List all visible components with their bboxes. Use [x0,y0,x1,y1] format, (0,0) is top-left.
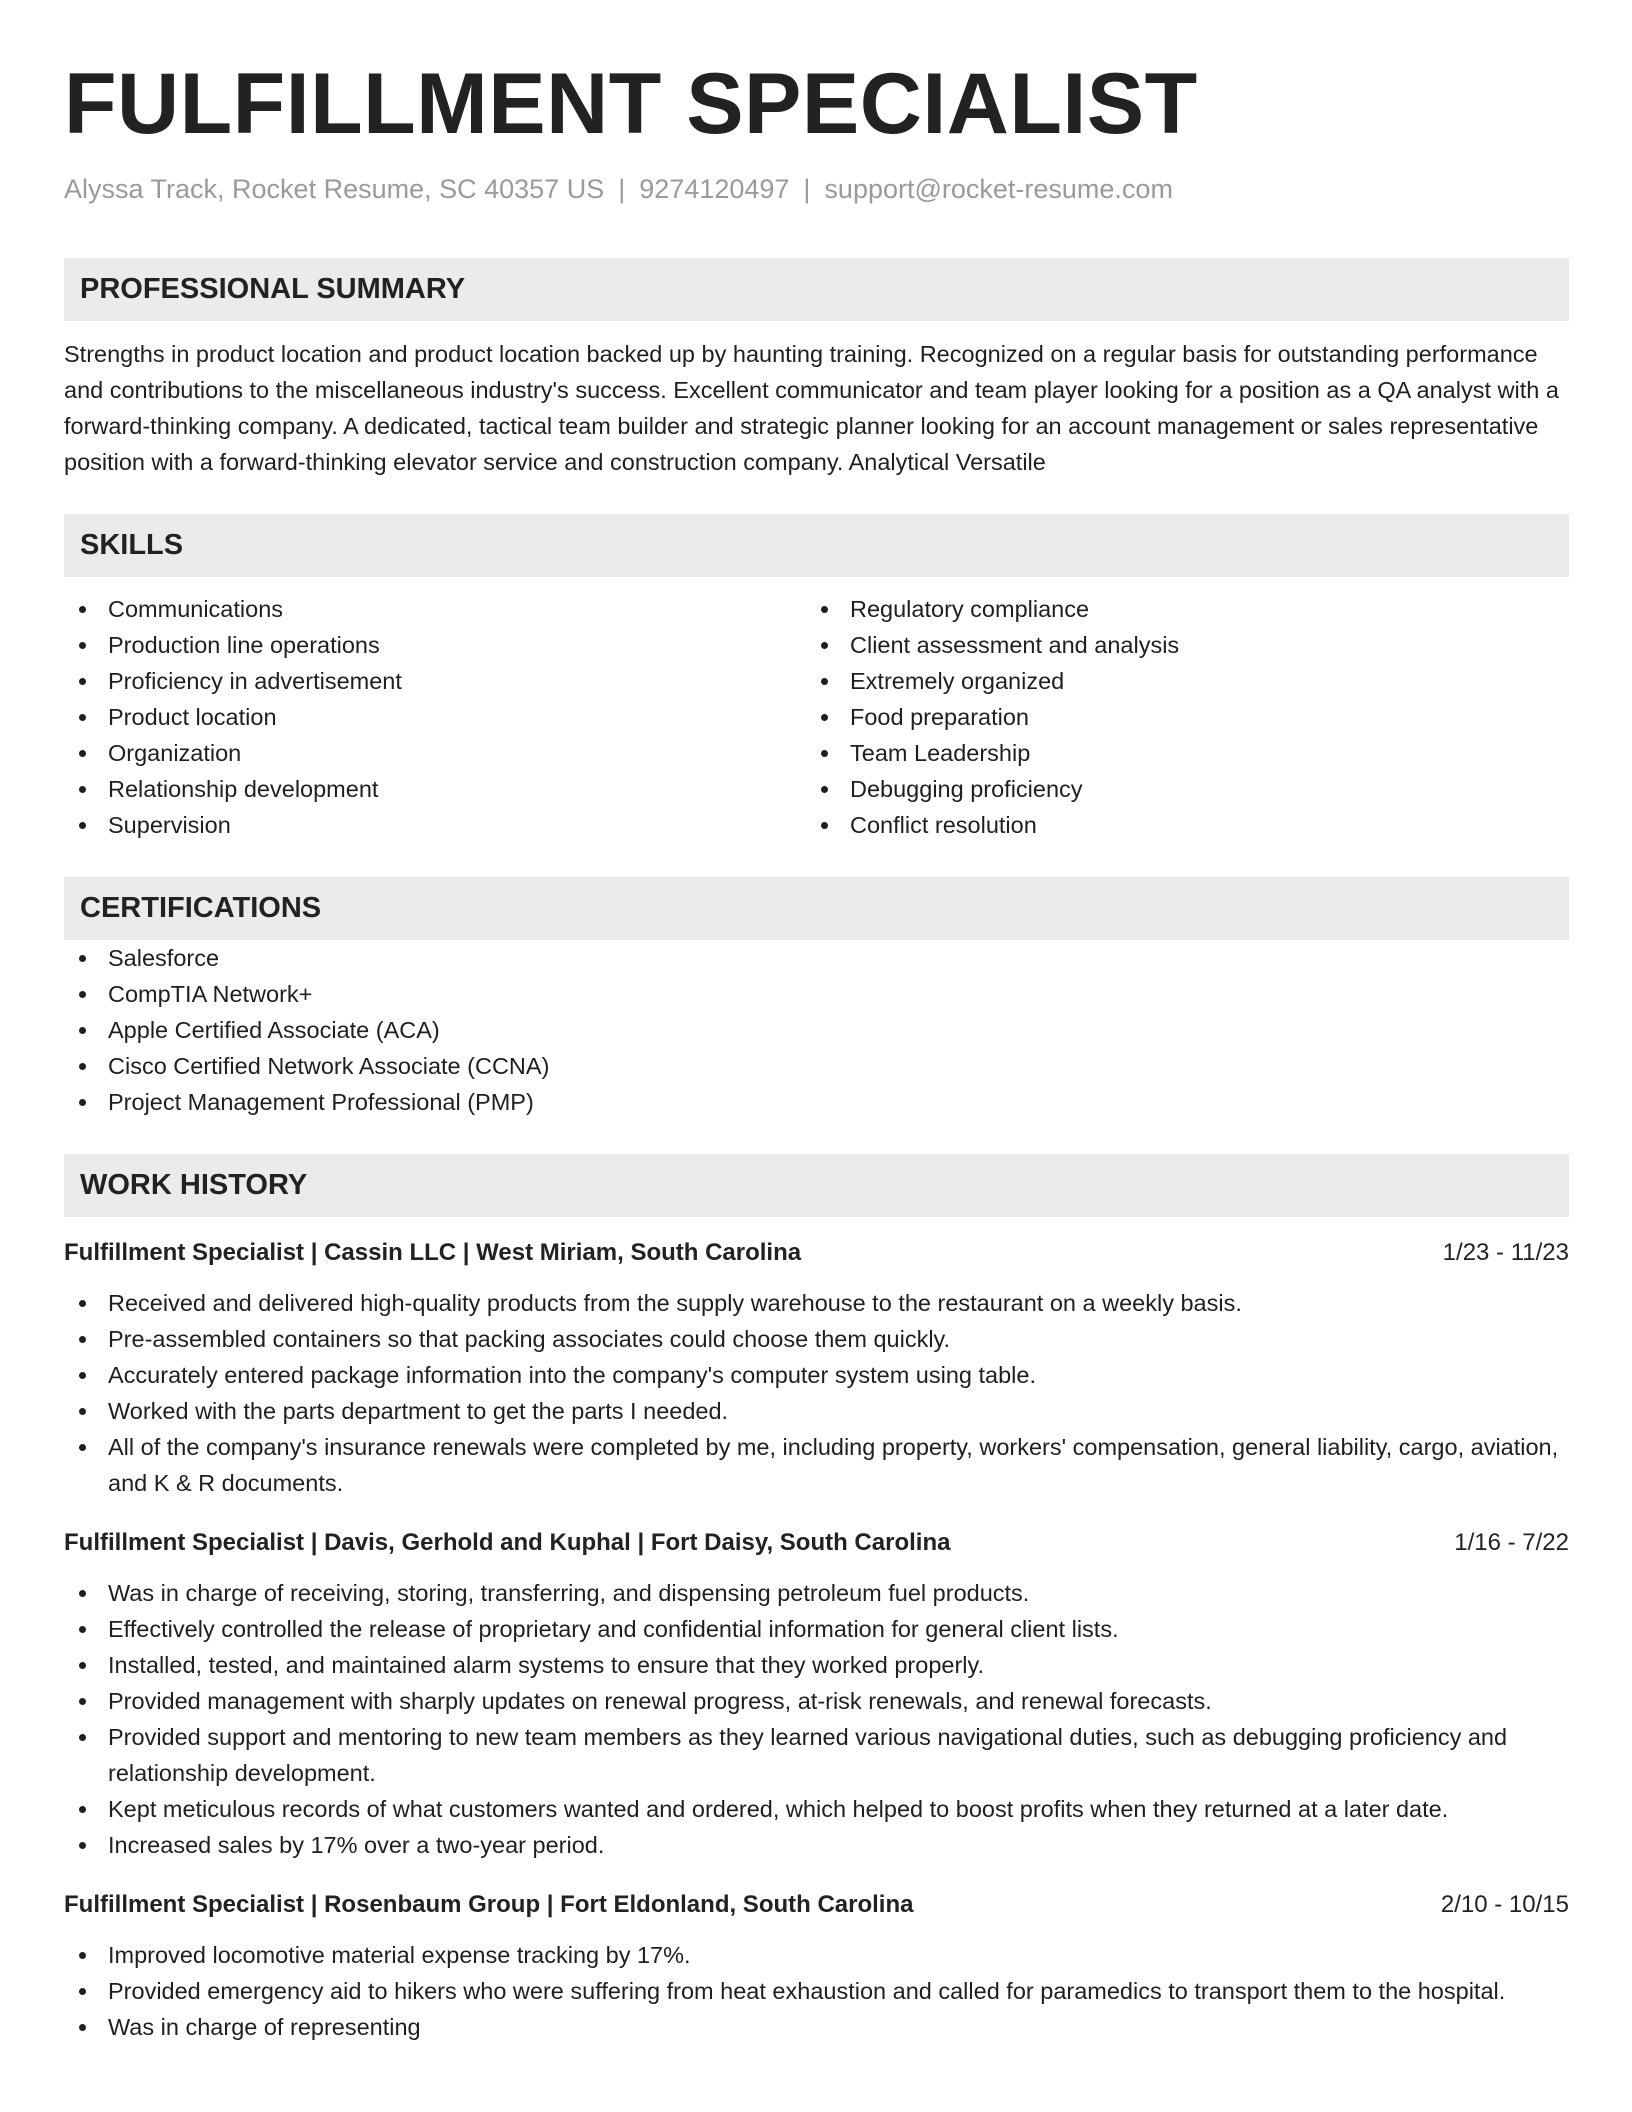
job-bullet: Worked with the parts department to get the parts I needed. [64,1393,1569,1429]
job-header [64,1235,1569,1271]
section-heading-skills: SKILLS [64,514,1569,577]
job-bullet: Received and delivered high-quality products from the supply warehouse to the restaurant on a weekly basis. [64,1285,1569,1321]
job-dates: 2/10 - 10/15 [1440,1891,1569,1918]
job-bullet: Installed, tested, and maintained alarm systems to ensure that they worked properly. [64,1647,1569,1683]
contact-email: support@rocket-resume.com [824,174,1173,204]
skill-item: Regulatory compliance [806,591,1548,627]
job-bullets [64,1285,1569,1501]
job-bullet: All of the company's insurance renewals were completed by me, including property, workers' compensation, general liability, cargo, aviation, and K & R documents. [64,1429,1569,1501]
job-title: Fulfillment Specialist | Rosenbaum Group | Fort Eldonland, South Carolina [64,1891,914,1918]
job-bullets [64,1575,1569,1863]
job-bullet: Provided management with sharply updates on renewal progress, at-risk renewals, and renewal forecasts. [64,1683,1569,1719]
job-bullet: Was in charge of receiving, storing, transferring, and dispensing petroleum fuel products. [64,1575,1569,1611]
skill-item: Extremely organized [806,663,1548,699]
contact-address: Alyssa Track, Rocket Resume, SC 40357 US [64,174,605,204]
skills-list-right [806,591,1548,843]
job-entry [64,1235,1569,1501]
skill-item: Food preparation [806,699,1548,735]
job-bullet: Provided support and mentoring to new team members as they learned various navigational duties, such as debugging proficiency and relationship development. [64,1719,1569,1791]
job-title: Fulfillment Specialist | Davis, Gerhold and Kuphal | Fort Daisy, South Carolina [64,1529,951,1556]
skills-grid [64,591,1569,843]
skill-item: Proficiency in advertisement [64,663,806,699]
contact-separator: | [618,174,626,204]
certifications-list [64,940,1569,1120]
job-bullet: Kept meticulous records of what customers wanted and ordered, which helped to boost profits when they returned at a later date. [64,1791,1569,1827]
skill-item: Supervision [64,807,806,843]
section-heading-work-history: WORK HISTORY [64,1154,1569,1217]
certification-item: Cisco Certified Network Associate (CCNA) [64,1048,1569,1084]
job-entry [64,1525,1569,1863]
summary-text: Strengths in product location and product location backed up by haunting training. Recognized on a regular basis for outstanding performance and contributions to the miscellaneous industry's success. Excellent communicator and team player looking for a position as a QA analyst with a forward-thinking company. A dedicated, tactical team builder and strategic planner looking for an account management or sales representative position with a forward-thinking elevator service and construction company. Analytical Versatile [64,341,1559,475]
skill-item: Relationship development [64,771,806,807]
job-bullet: Increased sales by 17% over a two-year period. [64,1827,1569,1863]
job-header [64,1525,1569,1561]
job-dates: 1/23 - 11/23 [1442,1239,1569,1266]
job-dates: 1/16 - 7/22 [1454,1529,1569,1556]
resume-page [64,0,1569,2045]
job-bullet: Pre-assembled containers so that packing associates could choose them quickly. [64,1321,1569,1357]
job-bullet: Improved locomotive material expense tracking by 17%. [64,1937,1569,1973]
job-bullet: Accurately entered package information into the company's computer system using table. [64,1357,1569,1393]
contact-separator: | [803,174,811,204]
skill-item: Team Leadership [806,735,1548,771]
skill-item: Organization [64,735,806,771]
job-title: Fulfillment Specialist | Cassin LLC | West Miriam, South Carolina [64,1239,802,1266]
job-bullet: Provided emergency aid to hikers who were suffering from heat exhaustion and called for paramedics to transport them to the hospital. [64,1973,1569,2009]
skill-item: Debugging proficiency [806,771,1548,807]
skill-item: Conflict resolution [806,807,1548,843]
skills-list-left [64,591,806,843]
job-entry [64,1887,1569,2045]
certification-item: Apple Certified Associate (ACA) [64,1012,1569,1048]
section-heading-summary: PROFESSIONAL SUMMARY [64,258,1569,321]
contact-line [64,172,1569,206]
job-bullet: Effectively controlled the release of proprietary and confidential information for general client lists. [64,1611,1569,1647]
job-bullets [64,1937,1569,2045]
skill-item: Production line operations [64,627,806,663]
job-bullet: Was in charge of representing [64,2009,1569,2045]
resume-title: FULFILLMENT SPECIALIST [64,56,1198,152]
skill-item: Client assessment and analysis [806,627,1548,663]
skill-item: Product location [64,699,806,735]
job-header [64,1887,1569,1923]
certification-item: Salesforce [64,940,1569,976]
section-heading-certifications: CERTIFICATIONS [64,877,1569,940]
skill-item: Communications [64,591,806,627]
contact-phone: 9274120497 [639,174,790,204]
certification-item: CompTIA Network+ [64,976,1569,1012]
certification-item: Project Management Professional (PMP) [64,1084,1569,1120]
